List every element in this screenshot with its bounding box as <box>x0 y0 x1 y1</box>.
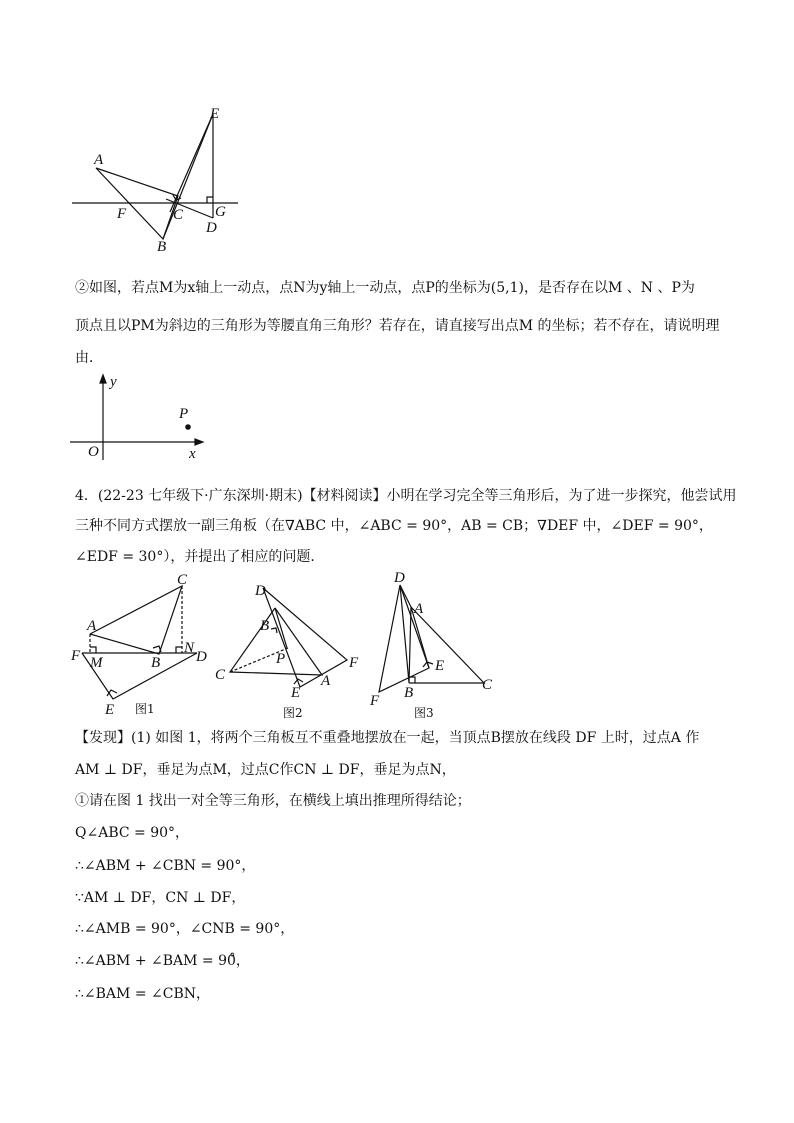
figure-triangles-afcb-ecgd <box>60 100 260 260</box>
x-axis-arrow <box>195 439 203 445</box>
proof-line-1: Q∠ABC = 90°， <box>75 825 190 841</box>
fig2-triangle-def <box>263 588 347 687</box>
fig2-caption: 图2 <box>283 706 303 720</box>
fig1-label-b: B <box>151 655 161 671</box>
q2-line-2: 顶点且以PM为斜边的三角形为等腰直角三角形？若存在，请直接写出点M 的坐标；若不存在，请说明理 <box>75 318 720 334</box>
q2-line-1: ②如图，若点M为x轴上一动点，点N为y轴上一动点，点P的坐标为(5,1)，是否存在以M 、N 、P为 <box>75 280 695 296</box>
label-x: x <box>189 446 196 462</box>
y-axis-arrow <box>100 375 106 383</box>
fig3-caption: 图3 <box>414 706 434 720</box>
q4-line-1: 4．(22-23 七年级下·广东深圳·期末)【材料阅读】小明在学习完全等三角形后，为了进一步探究，他尝试用 <box>75 488 737 504</box>
fig1-label-c: C <box>177 572 188 588</box>
fig3-label-e: E <box>435 658 445 674</box>
label-c: C <box>173 207 184 223</box>
fig2-label-b: B <box>260 618 270 634</box>
proof-line-3: ∵AM ⊥ DF，CN ⊥ DF， <box>75 890 246 906</box>
q4-line-3: ∠EDF = 30°），并提出了相应的问题． <box>75 549 325 565</box>
figure-set-squares <box>65 568 505 723</box>
fig3-label-c: C <box>482 677 493 693</box>
point-p <box>186 425 190 429</box>
label-a: A <box>94 152 104 168</box>
proof-line-4: ∴∠AMB = 90°，∠CNB = 90°， <box>75 921 295 937</box>
discover-line-1: 【发现】(1) 如图 1，将两个三角板互不重叠地摆放在一起，当顶点B摆放在线段 DF 上时，过点A 作 <box>75 730 700 746</box>
proof-line-2: ∴∠ABM + ∠CBN = 90°， <box>75 858 256 874</box>
discover-line-2: AM ⊥ DF，垂足为点M，过点C作CN ⊥ DF，垂足为点N， <box>75 762 456 778</box>
fig1-label-d: D <box>196 649 207 665</box>
fig2-label-d: D <box>255 583 266 599</box>
figure-coordinate-axes <box>65 370 225 465</box>
fig3-label-d: D <box>394 570 405 586</box>
fig1-label-f: F <box>71 648 81 664</box>
q4-line-2: 三种不同方式摆放一副三角板（在∇ABC 中，∠ABC = 90°，AB = CB；∇DEF 中，∠DEF = 90°， <box>75 518 713 534</box>
fig3-label-a: A <box>414 601 424 617</box>
fig1-label-n: N <box>184 640 195 656</box>
fig2-label-p: P <box>276 651 286 667</box>
label-g: G <box>215 204 226 220</box>
fig1-label-a: A <box>87 618 97 634</box>
label-p: P <box>179 406 189 422</box>
label-e: E <box>210 106 220 122</box>
discover-line-3: ①请在图 1 找出一对全等三角形，在横线上填出推理所得结论； <box>75 793 471 809</box>
fig3-label-b: B <box>404 685 414 701</box>
label-y: y <box>110 374 117 390</box>
fig2-label-f: F <box>349 655 359 671</box>
label-o: O <box>88 444 99 460</box>
fig1-triangle-abc <box>90 586 182 654</box>
label-f: F <box>117 206 127 222</box>
label-d: D <box>206 220 217 236</box>
proof-line-6: ∴∠BAM = ∠CBN， <box>75 986 210 1002</box>
fig1-caption: 图1 <box>135 702 155 716</box>
label-b: B <box>157 239 167 255</box>
proof-line-5: ∴∠ABM + ∠BAM = 90̊， <box>75 953 250 969</box>
fig2-label-a: A <box>321 673 331 689</box>
q2-line-3: 由． <box>75 350 103 366</box>
fig1-label-m: M <box>90 655 103 671</box>
fig1-label-e: E <box>105 702 115 718</box>
fig2-label-c: C <box>215 667 226 683</box>
fig2-label-e: E <box>291 685 301 701</box>
fig3-label-f: F <box>370 693 380 709</box>
